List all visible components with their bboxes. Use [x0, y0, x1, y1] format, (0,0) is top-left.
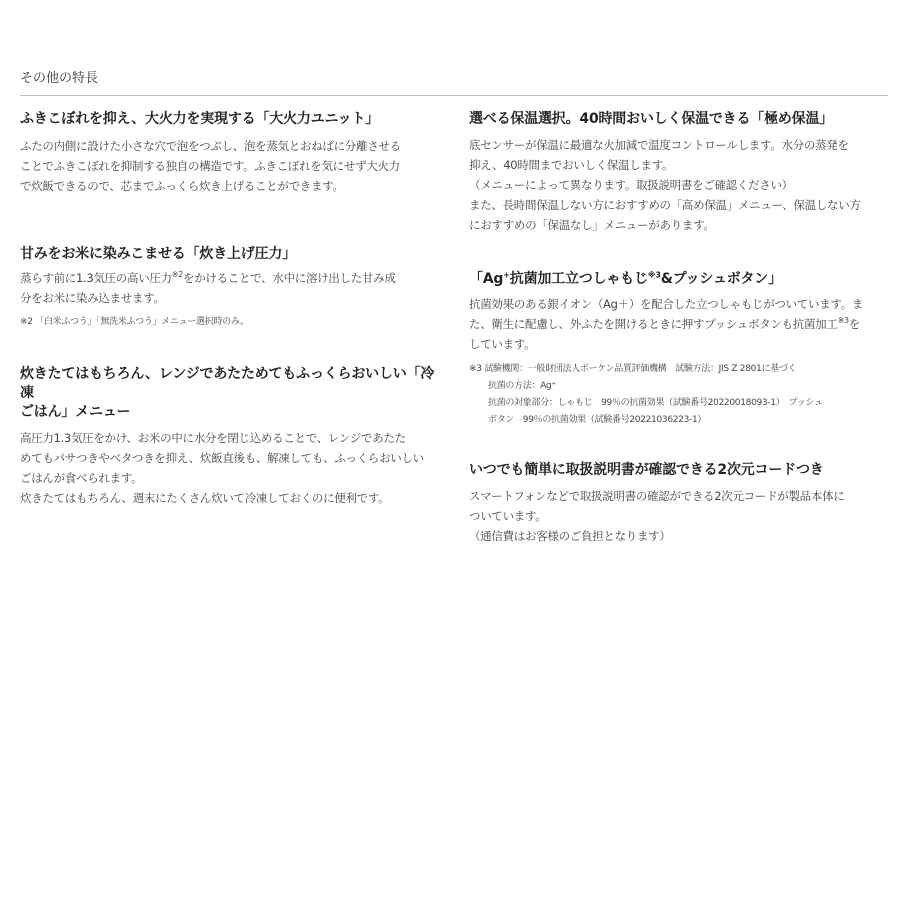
feature-title: ふきこぼれを抑え、大火力を実現する「大火力ユニット」	[20, 111, 380, 127]
feature-qr-code-manual	[469, 461, 889, 546]
feature-title: 選べる保温選択。40時間おいしく保温できる「極め保温」	[469, 111, 834, 127]
feature-text-line: 抗菌効果のある銀イオン（Ag＋）を配合した立つしゃもじがついています。ま	[469, 297, 864, 311]
feature-text-line: 高圧力1.3気圧をかけ、お米の中に水分を閉じ込めることで、レンジであたた	[20, 431, 406, 445]
footnote: ※2 「白米ふつう」「無洗米ふつう」メニュー選択時のみ。	[20, 317, 249, 327]
section-title: その他の特長	[20, 71, 99, 86]
feature-text-line: 炊きたてはもちろん、週末にたくさん炊いて冷凍しておくのに便利です。	[20, 491, 390, 505]
feature-high-power-unit	[20, 110, 440, 196]
section-divider	[20, 95, 888, 96]
feature-text-line: （メニューによって異なります。取扱説明書をご確認ください）	[469, 178, 793, 192]
feature-text-line: ついています。	[469, 509, 547, 523]
feature-text-line: 底センサーが保温に最適な火加減で温度コントロールします。水分の蒸発を	[469, 138, 849, 152]
feature-cooking-pressure	[20, 245, 440, 331]
feature-text-line: 分をお米に染み込ませます。	[20, 291, 165, 305]
feature-text-line: 蒸らす前に1.3気圧の高い圧力$^{※2}$をかけることで、水中に溶け出した甘み成	[20, 270, 396, 285]
footnote-marker: ※3	[837, 316, 849, 326]
feature-title-line: 炊きたてはもちろん、レンジであたためてもふっくらおいしい「冷凍	[20, 366, 435, 401]
feature-frozen-rice-menu	[20, 365, 440, 508]
footnote: ボタン 99％の抗菌効果（試験番号20221036223-1）	[488, 415, 707, 425]
footnote: 抗菌の方法：Ag⁺	[488, 381, 556, 391]
feature-title: いつでも簡単に取扱説明書が確認できる2次元コードつき	[469, 462, 824, 478]
feature-text-line: しています。	[469, 337, 536, 351]
feature-text-line: めてもパサつきやベタつきを抑え、炊飯直後も、解凍しても、ふっくらおいしい	[20, 451, 424, 465]
footnote-marker: ※2	[171, 270, 183, 280]
footnote-marker: ※3	[647, 270, 661, 280]
feature-text-line: また、長時間保温しない方におすすめの「高め保温」メニュー、保温しない方	[469, 198, 861, 212]
right-column	[469, 110, 889, 546]
footnote: 抗菌の対象部分：しゃもじ 99％の抗菌効果（試験番号20220018093-1） プッシュ	[488, 398, 823, 408]
feature-text-line: た、衛生に配慮し、外ふたを開けるときに押すプッシュボタンも抗菌加工$^{※3}$を	[469, 316, 860, 331]
feature-text-line: ふたの内側に設けた小さな穴で泡をつぶし、泡を蒸気とおねばに分離させる	[20, 139, 401, 153]
footnote: ※3 試験機関：一般財団法人ボーケン品質評価機構 試験方法：JIS Z 2801に基づく	[469, 364, 797, 374]
feature-title-line: ごはん」メニュー	[20, 404, 131, 420]
feature-title: 「Ag+抗菌加工立つしゃもじ$^{※3}$&プッシュボタン」	[469, 270, 782, 287]
feature-text-line: スマートフォンなどで取扱説明書の確認ができる2次元コードが製品本体に	[469, 489, 845, 503]
feature-text-line: ことでふきこぼれを抑制する独自の構造です。ふきこぼれを気にせず大火力	[20, 159, 400, 173]
feature-keep-warm	[469, 110, 889, 235]
feature-antibacterial-paddle	[469, 270, 889, 429]
feature-text-line: におすすめの「保温なし」メニューがあります。	[469, 218, 715, 232]
feature-text-line: 抑え、40時間までおいしく保温します。	[469, 158, 674, 172]
feature-text-line: （通信費はお客様のご負担となります）	[469, 529, 671, 543]
feature-text-line: ごはんが食べられます。	[20, 471, 143, 485]
feature-text-line: で炊飯できるので、芯までふっくら炊き上げることができます。	[20, 179, 344, 193]
left-column	[20, 110, 440, 508]
feature-title: 甘みをお米に染みこませる「炊き上げ圧力」	[20, 246, 296, 262]
